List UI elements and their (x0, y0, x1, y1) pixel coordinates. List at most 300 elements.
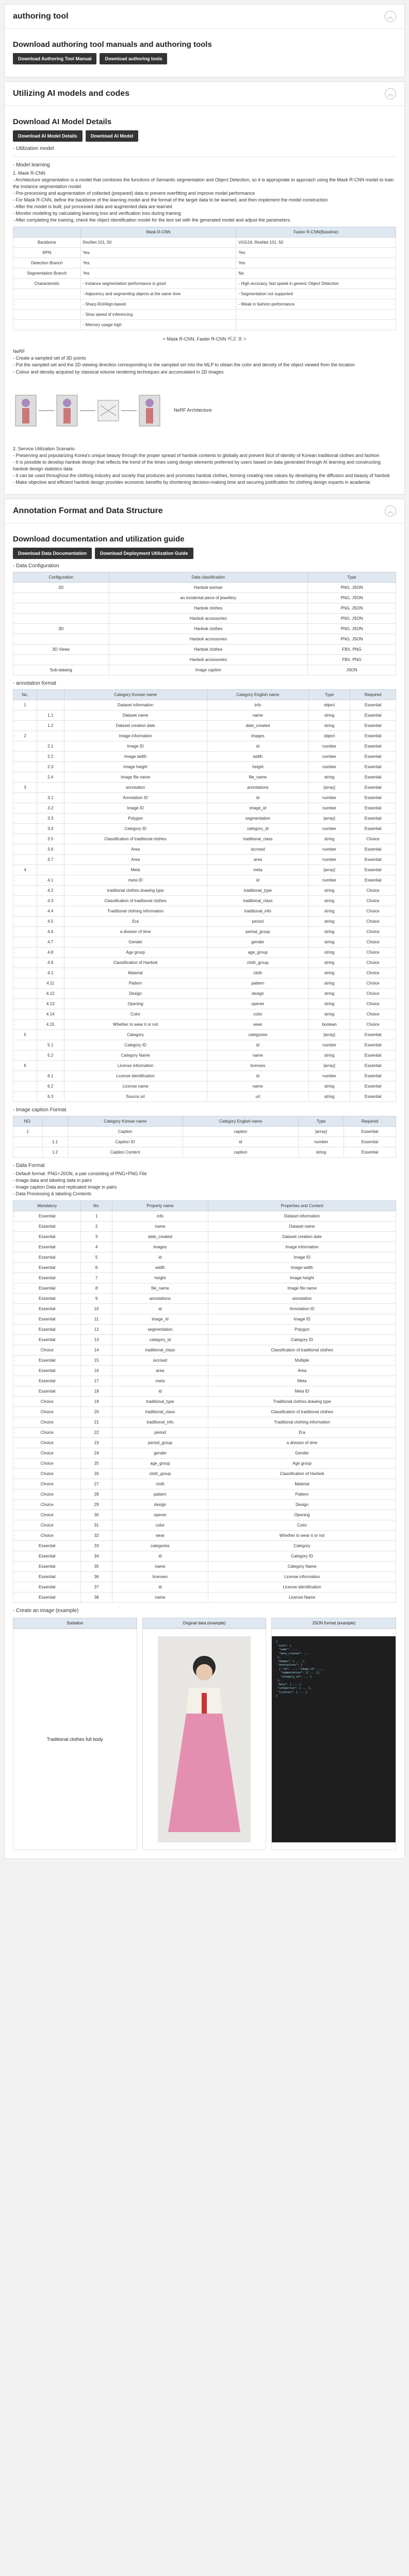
table-cell: Category ID (64, 823, 207, 834)
table-row (13, 710, 396, 720)
table-row (13, 998, 396, 1009)
table-cell: Caption ID (68, 1137, 183, 1147)
table-cell: images (112, 1242, 208, 1252)
table-cell: Dataset creation date (208, 1232, 396, 1242)
table-cell: Essential (13, 1551, 81, 1562)
table-row (13, 875, 396, 885)
table-row (13, 258, 396, 268)
table-cell (13, 320, 81, 330)
table-row (13, 731, 396, 741)
table-cell (37, 700, 64, 710)
table-cell: Hanbok clothes (109, 644, 307, 654)
table-cell (13, 885, 37, 895)
table-cell: period_group (207, 926, 308, 937)
section-heading: Download authoring tool manuals and authoring tools (13, 40, 212, 49)
table-cell: 23 (81, 1438, 112, 1448)
table-row (13, 1147, 396, 1157)
table-cell: Age group (208, 1459, 396, 1469)
table-cell: Choice (13, 1520, 81, 1531)
table-row (13, 1071, 396, 1081)
table-cell: Polygon (64, 813, 207, 823)
table-cell: 17 (81, 1376, 112, 1386)
table-cell (13, 1081, 37, 1091)
config-label: - Data Configuration (13, 563, 59, 569)
table-row (13, 279, 396, 289)
table-cell: Choice (350, 834, 396, 844)
table-cell: [array] (299, 1126, 344, 1137)
caption-label: - Image caption Format (13, 1107, 67, 1113)
accordion-header[interactable] (5, 5, 404, 29)
table-cell: 3.7 (37, 854, 64, 865)
table-cell (13, 813, 37, 823)
table-cell: wear (112, 1531, 208, 1541)
table-row (13, 592, 396, 603)
table-cell: number (308, 854, 350, 865)
table-cell (13, 957, 37, 968)
table-row (13, 1592, 396, 1603)
table-row (13, 603, 396, 613)
table-cell: Essential (350, 720, 396, 731)
table-row (13, 772, 396, 782)
table-cell: 35 (81, 1562, 112, 1572)
table-cell: date_created (112, 1232, 208, 1242)
table-header-cell: Category English name (183, 1116, 298, 1126)
table-cell: Essential (344, 1126, 396, 1137)
table-row (13, 978, 396, 988)
table-cell: id (207, 1071, 308, 1081)
table-cell: 16 (81, 1366, 112, 1376)
table-row (13, 761, 396, 772)
table-cell: 20 (81, 1407, 112, 1417)
table-cell: 2.1 (37, 741, 64, 751)
table-cell: image_id (112, 1314, 208, 1325)
table-row (13, 1126, 396, 1137)
table-cell: Segmentation Branch (13, 268, 81, 279)
table-cell: 4.12 (37, 988, 64, 998)
table-row (13, 1325, 396, 1335)
table-cell: Essential (13, 1335, 81, 1345)
property-table (13, 1200, 396, 1603)
table-cell: 2D (13, 582, 109, 592)
nerf-caption: NeRF Architecture (174, 408, 212, 413)
table-cell: string (308, 1091, 350, 1101)
table-cell: traditional clothes drawing type (64, 885, 207, 895)
table-cell: Essential (350, 761, 396, 772)
table-cell: 3.1 (37, 792, 64, 803)
table-cell: 6.1 (37, 1071, 64, 1081)
table-row (13, 1459, 396, 1469)
table-cell: PNG, JSON (308, 582, 396, 592)
table-row (13, 1438, 396, 1448)
table-cell: area (207, 854, 308, 865)
table-cell: 14 (81, 1345, 112, 1355)
section-heading: Download AI Model Details (13, 117, 112, 126)
download-manual-button[interactable]: Download Authoring Tool Manual (13, 53, 96, 64)
table-row (13, 926, 396, 937)
table-row (13, 803, 396, 813)
table-cell (37, 865, 64, 875)
table-cell: Essential (350, 1060, 396, 1071)
table-row (13, 957, 396, 968)
table-cell: Choice (13, 1489, 81, 1500)
table-cell: Image information (208, 1242, 396, 1252)
table-cell: Yes (236, 248, 396, 258)
table-cell: 1 (13, 1126, 43, 1137)
table-cell: Image caption (109, 665, 307, 675)
table-cell: Opening (64, 998, 207, 1009)
table-cell: images (207, 731, 308, 741)
table-cell (13, 823, 37, 834)
table-header-cell: No. (13, 689, 37, 700)
download-guide-button[interactable]: Download Deployment Utilization Guide (95, 548, 193, 559)
table-cell (13, 741, 37, 751)
table-row (13, 1531, 396, 1541)
example-label: - Create an image (example) (13, 1608, 79, 1614)
table-cell: Essential (350, 1071, 396, 1081)
table-cell: 2.3 (37, 761, 64, 772)
table-cell: boolean (308, 1019, 350, 1029)
table-cell: category_id (207, 823, 308, 834)
table-header-cell: Category English name (207, 689, 308, 700)
table-cell (13, 803, 37, 813)
table-cell: Traditional clothing information (208, 1417, 396, 1428)
table-cell: color (112, 1520, 208, 1531)
table-cell: Choice (350, 978, 396, 988)
table-cell: - Sharp RoIAlign-based (80, 299, 236, 310)
table-cell: pattern (207, 978, 308, 988)
table-cell: cloth (112, 1479, 208, 1489)
table-cell: meta (207, 865, 308, 875)
table-cell: wear (207, 1019, 308, 1029)
table-cell: 13 (81, 1335, 112, 1345)
table-cell (13, 1009, 37, 1019)
table-cell: object (308, 731, 350, 741)
table-cell: 24 (81, 1448, 112, 1459)
table-cell: object (308, 700, 350, 710)
table-row (13, 644, 396, 654)
table-cell: annotations (207, 782, 308, 792)
table-row (13, 1479, 396, 1489)
table-cell (13, 937, 37, 947)
table-cell: string (308, 720, 350, 731)
table-cell: id (207, 1040, 308, 1050)
table-cell (13, 289, 81, 299)
table-cell: - Adjacency and segmenting objects at the same time (80, 289, 236, 299)
chevron-up-icon[interactable]: ︿ (385, 505, 396, 517)
table-cell: licenses (112, 1572, 208, 1582)
table-cell: Hanbok clothes (109, 603, 307, 613)
table-row (13, 654, 396, 665)
table-header-cell: No. (81, 1201, 112, 1211)
table-row (13, 238, 396, 248)
mask-rcnn-title: 1. Mask R-CNN (13, 171, 46, 176)
table-row (13, 1582, 396, 1592)
table-cell: Hanbok accessories (109, 613, 307, 623)
table-cell: Essential (13, 1325, 81, 1335)
table-cell: width (112, 1263, 208, 1273)
table-cell: Traditional clothing information (64, 906, 207, 916)
table-cell: Essential (350, 741, 396, 751)
table-cell: string (308, 957, 350, 968)
table-cell: Choice (350, 988, 396, 998)
table-cell: string (308, 710, 350, 720)
table-cell: Essential (13, 1592, 81, 1603)
table-cell: 3.3 (37, 813, 64, 823)
table-cell: 4 (13, 865, 37, 875)
table-cell: Essential (350, 751, 396, 761)
section-title: Annotation Format and Data Structure (13, 506, 163, 515)
table-cell: Era (64, 916, 207, 926)
table-cell: height (112, 1273, 208, 1283)
table-cell: Essential (350, 1040, 396, 1050)
table-cell: string (308, 978, 350, 988)
table-cell (37, 1060, 64, 1071)
table-cell (13, 875, 37, 885)
mask-rcnn-body: - Architecture segmentation is a model that combines the functions of Semantic segmentation and Object Detection, so it is appropriate to approach using the Mask R-CNN model to train the instance segmentation model - Pre-processing and augmentation of collected (prepared) data to prevent overfitting and improve model performance - For Mask R-CNN, define the backbone of the learning model and the format of the target data to be learned, and then implement the model construction - After the model is built, put processed data and augmented data are learned - Monitor modeling by calculating learning loss and verification loss during training - After completing the training, check the object identification model for the test set with the generated model and adjust the parameters. (13, 177, 394, 223)
table-cell: Essential (13, 1572, 81, 1582)
table-cell: 1.1 (42, 1137, 68, 1147)
table-cell: string (308, 1009, 350, 1019)
table-cell: Choice (13, 1428, 81, 1438)
table-header-cell: Type (299, 1116, 344, 1126)
table-cell: Essential (13, 1294, 81, 1304)
table-cell: url (207, 1091, 308, 1101)
table-cell: Image width (208, 1263, 396, 1273)
table-cell: gender (207, 937, 308, 947)
section-annotation (4, 499, 405, 1859)
table-row (13, 1304, 396, 1314)
table-cell: 4.6 (37, 926, 64, 937)
table-cell: 1.1 (37, 710, 64, 720)
table-cell: Choice (13, 1531, 81, 1541)
table-cell: Image information (64, 731, 207, 741)
table-cell: Color (64, 1009, 207, 1019)
table-cell (13, 792, 37, 803)
table-header-cell: NO. (13, 1116, 43, 1126)
table-cell: Image file name (208, 1283, 396, 1294)
table-header-cell: Type (308, 572, 396, 582)
table-cell: License identification (64, 1071, 207, 1081)
table-cell: [array] (308, 782, 350, 792)
table-row (13, 895, 396, 906)
table-cell: string (308, 926, 350, 937)
table-cell: Yes (80, 258, 236, 268)
table-cell: Essential (344, 1137, 396, 1147)
download-model-details-button[interactable]: Download AI Model Details (13, 130, 83, 142)
table-cell: annotation (208, 1294, 396, 1304)
table-cell: 38 (81, 1592, 112, 1603)
table-cell: 4.4 (37, 906, 64, 916)
table-cell: Classification of Hanbok (64, 957, 207, 968)
table-cell: 31 (81, 1520, 112, 1531)
table-cell: Image ID (64, 803, 207, 813)
table-row (13, 885, 396, 895)
table-cell: category_id (112, 1335, 208, 1345)
table-cell: name (207, 710, 308, 720)
section-ai-models (4, 81, 405, 495)
section-heading: Download documentation and utilization guide (13, 534, 185, 544)
table-cell: 27 (81, 1479, 112, 1489)
table-cell: PNG, JSON (308, 623, 396, 634)
table-cell: RPN (13, 248, 81, 258)
table-cell: [array] (308, 865, 350, 875)
table-cell: 2.2 (37, 751, 64, 761)
table-cell: Essential (13, 1211, 81, 1222)
download-model-button[interactable]: Download AI Model (86, 130, 139, 142)
table-cell: 1 (13, 700, 37, 710)
table-cell: License identification (208, 1582, 396, 1592)
table-cell: Material (64, 968, 207, 978)
table-cell: 19 (81, 1397, 112, 1407)
table-cell: image_id (207, 803, 308, 813)
table-cell: Choice (350, 926, 396, 937)
table-cell: License information (208, 1572, 396, 1582)
table-cell: name (112, 1222, 208, 1232)
table-row (13, 792, 396, 803)
chevron-up-icon[interactable]: ︿ (385, 88, 396, 99)
table-cell: annotation (64, 782, 207, 792)
config-table (13, 572, 396, 675)
table-cell: 22 (81, 1428, 112, 1438)
table-cell: - Memory usage high (80, 320, 236, 330)
table-row (13, 1252, 396, 1263)
table-cell: string (299, 1147, 344, 1157)
table-cell: string (308, 1081, 350, 1091)
table-cell: id (112, 1386, 208, 1397)
table-cell: No (236, 268, 396, 279)
table-cell: 4.3 (37, 895, 64, 906)
table-cell: Essential (13, 1562, 81, 1572)
table-cell: 37 (81, 1582, 112, 1592)
table-cell: Area (208, 1366, 396, 1376)
table-cell: Classification of traditional clothes (64, 895, 207, 906)
table-cell: traditional_type (207, 885, 308, 895)
table-cell: Choice (350, 916, 396, 926)
table-cell: string (308, 1050, 350, 1060)
table-cell: Essential (350, 700, 396, 710)
table-cell (13, 1071, 37, 1081)
table-header-cell: Category Korean name (68, 1116, 183, 1126)
table-cell: 5.2 (37, 1050, 64, 1060)
download-tools-button[interactable]: Download authoring tools (100, 53, 167, 64)
accordion-header[interactable] (5, 82, 404, 106)
example-header-json: JSON format (example) (271, 1618, 396, 1629)
table-cell: meta (112, 1376, 208, 1386)
table-cell (13, 834, 37, 844)
table-cell: Whether to wear it or not (208, 1531, 396, 1541)
table-cell: age_group (112, 1459, 208, 1469)
table-row (13, 582, 396, 592)
table-cell: Category ID (208, 1335, 396, 1345)
table-cell: number (308, 792, 350, 803)
table-header-cell: Faster R-CNN(Baseline) (236, 227, 396, 238)
table-cell: Multiple (208, 1355, 396, 1366)
table-cell: 26 (81, 1469, 112, 1479)
table-cell: Essential (350, 731, 396, 741)
table-cell: Essential (350, 854, 396, 865)
table-cell: Image height (208, 1273, 396, 1283)
table-row (13, 1060, 396, 1071)
table-cell: Category Name (64, 1050, 207, 1060)
table-cell: Classification of traditional clothes (64, 834, 207, 844)
download-documentation-button[interactable]: Download Data Documentation (13, 548, 92, 559)
table-cell (13, 634, 109, 644)
accordion-header[interactable] (5, 499, 404, 523)
table-cell (13, 978, 37, 988)
table-cell: 4.8 (37, 947, 64, 957)
table-cell (13, 947, 37, 957)
table-row (13, 720, 396, 731)
table-row (13, 700, 396, 710)
table-row (13, 844, 396, 854)
table-cell: Choice (13, 1448, 81, 1459)
table-cell: Essential (13, 1273, 81, 1283)
model-learning-label: - Model learning (13, 162, 50, 168)
table-cell: Choice (13, 1479, 81, 1489)
table-cell (13, 1019, 37, 1029)
table-header-cell: Configuration (13, 572, 109, 582)
table-cell: Annotation ID (208, 1304, 396, 1314)
table-cell (13, 603, 109, 613)
table-cell: string (308, 885, 350, 895)
table-row (13, 988, 396, 998)
table-row (13, 1428, 396, 1438)
table-cell (13, 926, 37, 937)
table-cell: 33 (81, 1541, 112, 1551)
table-cell: Choice (350, 968, 396, 978)
chevron-up-icon[interactable]: ︿ (385, 11, 396, 22)
table-cell: 6.3 (37, 1091, 64, 1101)
table-cell: area (112, 1366, 208, 1376)
table-row (13, 1335, 396, 1345)
table-cell: Opening (208, 1510, 396, 1520)
table-cell: 34 (81, 1551, 112, 1562)
table-cell: Category ID (64, 1040, 207, 1050)
table-cell: Pattern (208, 1489, 396, 1500)
table-cell: id (207, 741, 308, 751)
table-cell (13, 906, 37, 916)
table-row (13, 1232, 396, 1242)
table-header-cell: Properties and Content (208, 1201, 396, 1211)
table-cell (13, 1040, 37, 1050)
table-cell: Category (64, 1029, 207, 1040)
table-cell (13, 654, 109, 665)
table-cell: Essential (13, 1541, 81, 1551)
table-cell: id (112, 1304, 208, 1314)
table-cell: id (112, 1551, 208, 1562)
table-cell: Meta (208, 1376, 396, 1386)
table-cell: period (112, 1428, 208, 1438)
table-cell: License Name (208, 1592, 396, 1603)
table-row (13, 1510, 396, 1520)
table-cell (13, 613, 109, 623)
table-cell: Choice (350, 1009, 396, 1019)
caption-table (13, 1116, 396, 1158)
table-cell: segmentation (112, 1325, 208, 1335)
table-cell: Choice (350, 957, 396, 968)
table-cell: 3 (13, 782, 37, 792)
table-row (13, 1407, 396, 1417)
table-row (13, 1091, 396, 1101)
table-cell (13, 998, 37, 1009)
table-cell: Image width (64, 751, 207, 761)
table-cell: Caption (68, 1126, 183, 1137)
table-cell: - Slow speed of inferencing (80, 310, 236, 320)
table-cell: Area (64, 854, 207, 865)
table-row (13, 1551, 396, 1562)
table-row (13, 1417, 396, 1428)
table-cell: Image height (64, 761, 207, 772)
